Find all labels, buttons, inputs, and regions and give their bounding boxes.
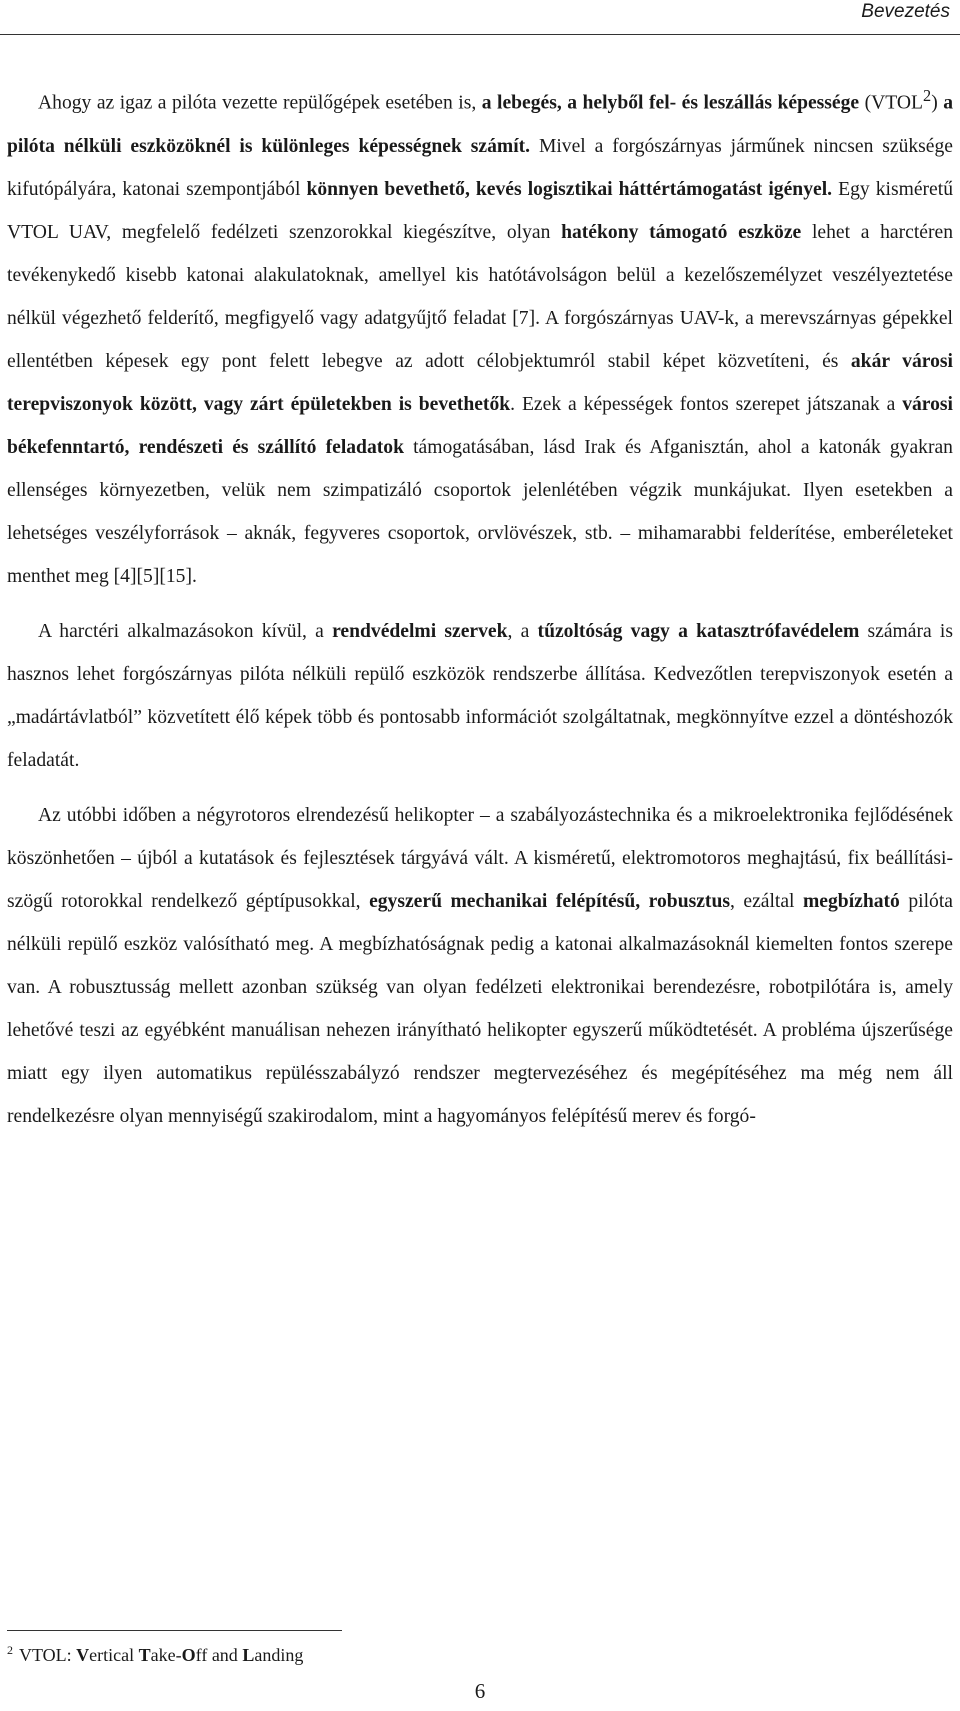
page-header xyxy=(0,0,960,35)
text-run: pilóta nélküli repülő eszköz valósítható meg. A megbízhatóságnak pedig a katonai alkalmazásoknál kiemelten fontos szerepe van. A robusztusság mellett azonban szükség van olyan fedélzeti elektronikai berendezésre, robotpilótára is, amely lehetővé teszi az egyébként manuálisan nehezen irányítható helikopter egyszerű működtetését. A probléma újszerűsége miatt egy ilyen automatikus repülésszabályzó rendszer megtervezéséhez és megépítéséhez ma még nem áll rendelkezésre olyan mennyiségű szakirodalom, mint a hagyományos felépítésű merev és forgó- xyxy=(7,890,953,1127)
bold-text: hatékony támogató eszköze xyxy=(561,221,802,243)
text-run: Ahogy az igaz a pilóta vezette repülőgépek esetében is, xyxy=(38,92,482,114)
paragraph xyxy=(7,610,953,782)
text-run: ake- xyxy=(150,1645,182,1665)
page-number: 6 xyxy=(474,1679,486,1703)
bold-text: V xyxy=(76,1645,90,1665)
footnote-text xyxy=(19,1645,303,1665)
text-run: ) xyxy=(931,92,944,114)
bold-text: a lebegés, a helyből fel- és leszállás képessége xyxy=(481,92,860,114)
paragraph xyxy=(7,74,953,598)
bold-text: megbízható xyxy=(802,890,900,912)
bold-text: a pilóta nélküli eszközöknél is különleges képességnek számít. xyxy=(7,92,953,157)
paragraph xyxy=(7,794,953,1138)
text-run: lehet a harctéren tevékenykedő kisebb katonai alakulatoknak, amellyel kis hatótávolságon belül a kezelőszemélyzet veszélyeztetése nélkül végezhető felderítő, megfigyelő vagy adatgyűjtő feladat [7]. A forgószárnyas UAV-k, a merevszárnyas gépekkel ellentétben képesek egy pont felett lebegve az adott célobjektumról stabil képet közvetíteni, és xyxy=(7,221,954,372)
text-run: anding xyxy=(254,1645,304,1665)
text-run: (VTOL xyxy=(859,92,924,114)
bold-text: O xyxy=(181,1645,196,1665)
text-run: A harctéri alkalmazásokon kívül, a xyxy=(38,620,333,642)
footnote-divider xyxy=(7,1630,342,1631)
bold-text: városi békefenntartó, rendészeti és szállító feladatok xyxy=(7,393,953,458)
text-run: ff and xyxy=(195,1645,243,1665)
text-run: Mivel a forgószárnyas járműnek nincsen szüksége kifutópályára, katonai szempontjából xyxy=(7,135,953,200)
text-run: Egy kisméretű VTOL UAV, megfelelő fedélzeti szenzorokkal kiegészítve, olyan xyxy=(7,178,953,243)
text-run: támogatásában, lásd Irak és Afganisztán, ahol a katonák gyakran ellenséges környezetben, velük nem szimpatizáló csoportok jelenlétében végzik munkájukat. Ilyen esetekben a lehetséges veszélyforrások – aknák, fegyveres csoportok, orvlövészek, stb. – mihamarabbi felderítése, emberéleteket menthet meg [4][5][15]. xyxy=(7,436,953,587)
bold-text: L xyxy=(242,1645,255,1665)
text-run: Az utóbbi időben a négyrotoros elrendezésű helikopter – a szabályozástechnika és a mikroelektronika fejlődésének köszönhetően – újból a kutatások és fejlesztések tárgyává vált. A kisméretű, elektromotoros meghajtású, fix beállítási-szögű rotorokkal rendelkező géptípusokkal, xyxy=(7,804,953,912)
footnote xyxy=(7,1643,303,1666)
text-run: ertical xyxy=(89,1645,139,1665)
text-run: VTOL: xyxy=(19,1645,77,1665)
footnote-marker: 2 xyxy=(7,1643,13,1657)
footnote-ref: 2 xyxy=(923,86,932,105)
text-run: , ezáltal xyxy=(729,890,803,912)
text-run: számára is hasznos lehet forgószárnyas pilóta nélküli repülő eszközök rendszerbe állítása. Kedvezőtlen terepviszonyok esetén a „madártávlatból” közvetített élő képek több és pontosabb információt szolgáltatnak, megkönnyítve ezzel a döntéshozók feladatát. xyxy=(7,620,953,771)
section-title: Bevezetés xyxy=(861,1,950,22)
text-run: . Ezek a képességek fontos szerepet játszanak a xyxy=(510,393,903,415)
bold-text: akár városi terepviszonyok között, vagy zárt épületekben is bevethetők xyxy=(7,350,953,415)
body-text xyxy=(7,74,953,1150)
bold-text: rendvédelmi szervek xyxy=(332,620,508,642)
bold-text: könnyen bevethető, kevés logisztikai háttértámogatást igényel. xyxy=(306,178,833,200)
bold-text: egyszerű mechanikai felépítésű, robusztus xyxy=(369,890,730,912)
bold-text: T xyxy=(138,1645,151,1665)
bold-text: tűzoltóság vagy a katasztrófavédelem xyxy=(537,620,860,642)
text-run: , a xyxy=(507,620,538,642)
